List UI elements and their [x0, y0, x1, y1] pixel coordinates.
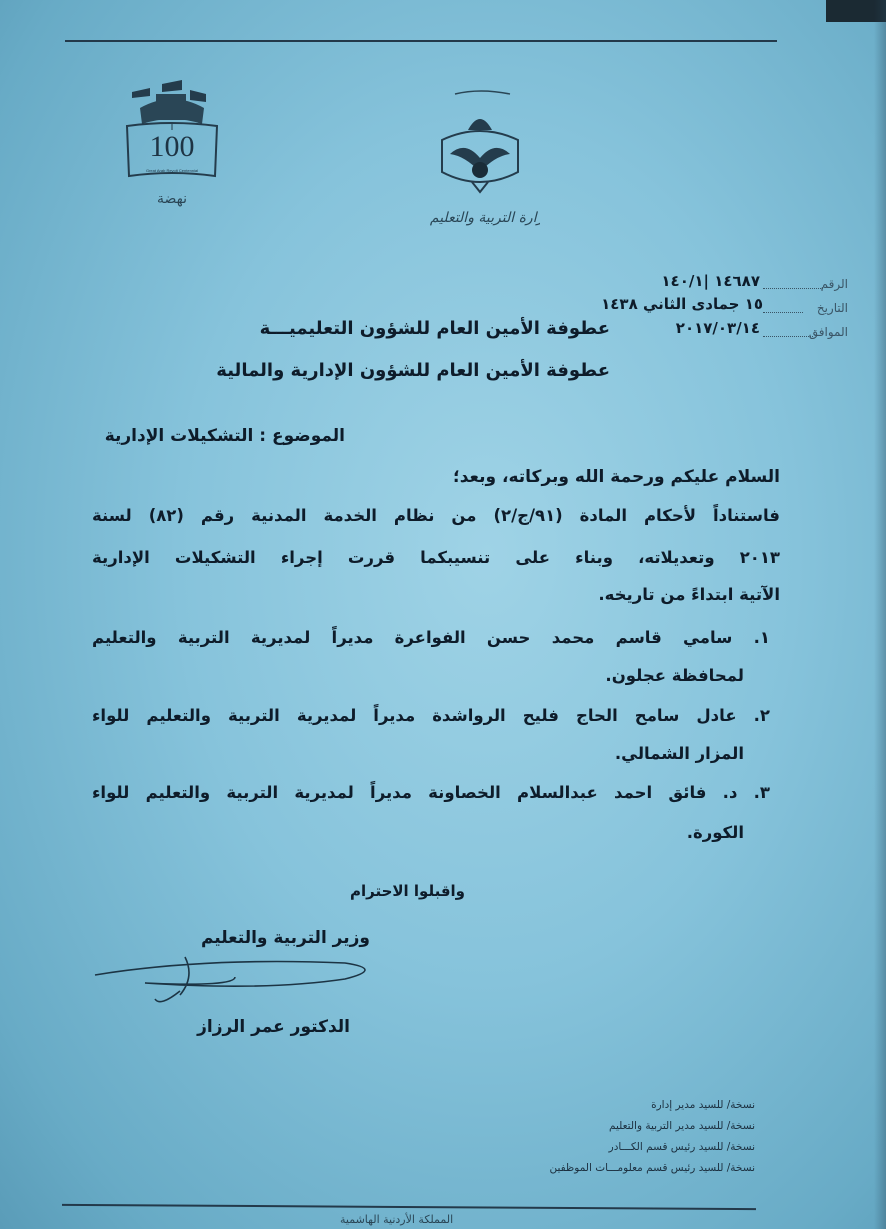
- top-rule: [65, 40, 777, 42]
- centenary-caption: Great Arab Revolt Centennial: [145, 168, 199, 173]
- body-line: الآتية ابتداءً من تاريخه.: [598, 585, 780, 604]
- body-line: فاستناداً لأحكام المادة (٩١/ج/٢) من نظام الخدمة المدنية رقم (٨٢) لسنة: [92, 506, 780, 525]
- dotted-leader: [763, 288, 823, 289]
- photo-shadow: [874, 0, 886, 1229]
- greeting: السلام عليكم ورحمة الله وبركاته، وبعد؛: [452, 467, 780, 487]
- dotted-leader: [763, 312, 803, 313]
- handwritten-signature: [85, 955, 385, 1015]
- copy-recipient: نسخة/ للسيد رئيس قسم الكـــادر: [608, 1141, 755, 1153]
- signature-title: وزير التربية والتعليم: [200, 928, 370, 948]
- centenary-logo: [122, 80, 222, 210]
- signatory-name: الدكتور عمر الرزاز: [197, 1017, 350, 1037]
- centenary-number: 100: [149, 130, 195, 163]
- reference-number-value: ١٤٦٨٧ |١٤٠/١: [661, 272, 760, 290]
- recipient-1: عطوفة الأمين العام للشؤون التعليميـــة: [259, 318, 610, 339]
- coat-of-arms-logo: [420, 82, 540, 232]
- recipient-2: عطوفة الأمين العام للشؤون الإدارية والمالية: [216, 360, 610, 381]
- list-item-1-cont: لمحافظة عجلون.: [605, 666, 744, 685]
- reference-number-label: الرقم: [820, 277, 848, 291]
- ministry-logo-text: وزارة التربية والتعليم: [429, 210, 540, 226]
- copy-recipient: نسخة/ للسيد مدير إدارة: [651, 1099, 755, 1111]
- dotted-leader: [763, 336, 813, 337]
- list-item-2: ٢. عادل سامح الحاج فليح الرواشدة مديراً لمديرية التربية والتعليم للواء: [92, 706, 770, 725]
- list-item-3-cont: الكورة.: [686, 823, 744, 842]
- footer-rule: [62, 1204, 756, 1210]
- list-item-3: ٣. د. فائق احمد عبدالسلام الخصاونة مديراً لمديرية التربية والتعليم للواء: [92, 783, 770, 802]
- copy-recipient: نسخة/ للسيد رئيس قسم معلومـــات الموظفين: [549, 1162, 755, 1174]
- copy-recipient: نسخة/ للسيد مدير التربية والتعليم: [608, 1120, 755, 1132]
- list-item-1: ١. سامي قاسم محمد حسن الفواعرة مديراً لمديرية التربية والتعليم: [92, 628, 770, 647]
- centenary-word: نهضة: [157, 191, 187, 207]
- closing: واقبلوا الاحترام: [349, 882, 465, 900]
- gregorian-date-value: ٢٠١٧/٠٣/١٤: [675, 319, 760, 337]
- body-line: ٢٠١٣ وتعديلاته، وبناء على تنسيبكما قررت إجراء التشكيلات الإدارية: [92, 548, 780, 567]
- subject: الموضوع : التشكيلات الإدارية: [104, 426, 345, 446]
- footer-text: المملكة الأردنية الهاشمية: [340, 1213, 454, 1226]
- date-label: التاريخ: [816, 301, 848, 315]
- hijri-date-value: ١٥ جمادى الثاني ١٤٣٨: [601, 295, 763, 313]
- corresponding-date-label: الموافق: [808, 325, 848, 339]
- list-item-2-cont: المزار الشمالي.: [614, 744, 744, 763]
